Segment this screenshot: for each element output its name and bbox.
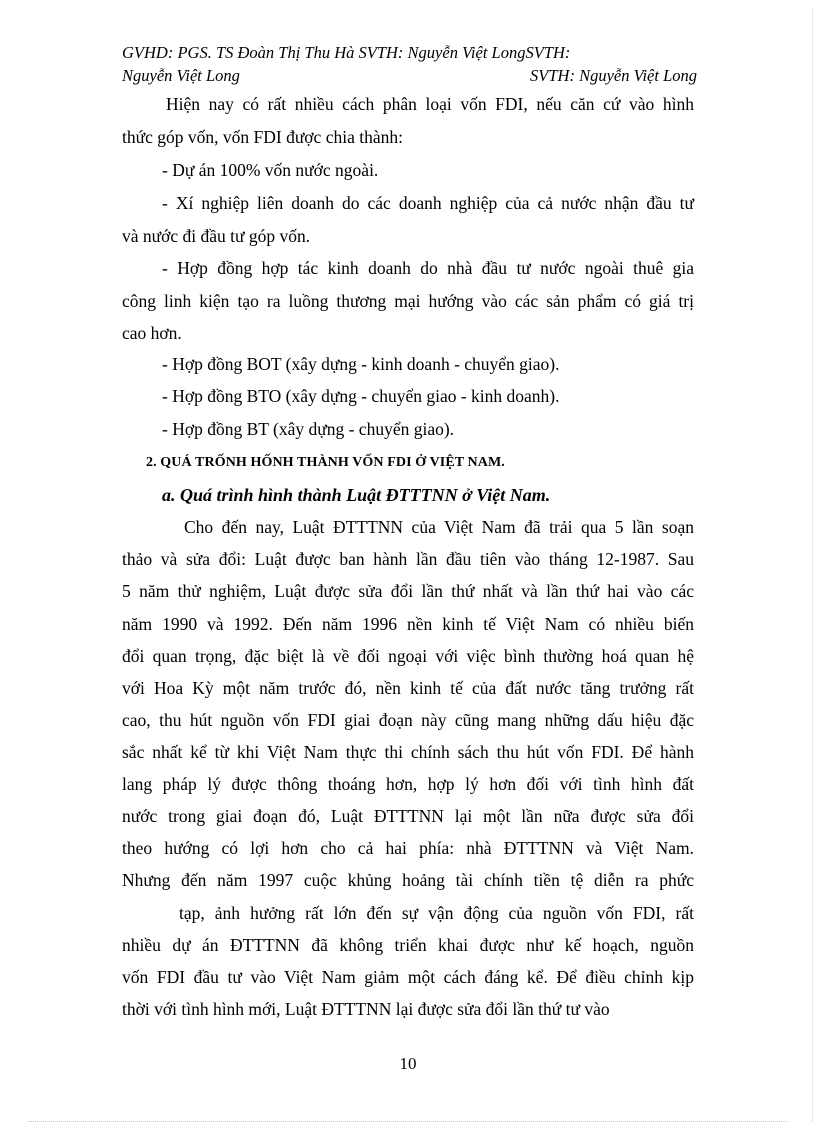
paragraph-line: công linh kiện tạo ra luồng thương mại hướng vào các sản phẩm có giá trị	[122, 291, 694, 311]
subsection-heading: a. Quá trình hình thành Luật ĐTTTNN ở Việt Nam.	[162, 485, 551, 505]
paragraph-line: tạp, ảnh hưởng rất lớn đến sự vận động của nguồn vốn FDI, rất	[179, 903, 694, 923]
paragraph-line: thức góp vốn, vốn FDI được chia thành:	[122, 127, 403, 147]
page-edge-bottom	[28, 1121, 788, 1122]
paragraph-line: lang pháp lý được thông thoáng hơn, hợp lý hơn đối với tình hình đất	[122, 774, 694, 794]
paragraph-line: với Hoa Kỳ một năm trước đó, nền kinh tế của đất nước tăng trưởng rất	[122, 678, 694, 698]
page-number: 10	[399, 1054, 417, 1073]
paragraph-line: vốn FDI đầu tư vào Việt Nam giảm một cách đáng kể. Để điều chỉnh kịp	[122, 967, 694, 987]
paragraph-line: cao, thu hút nguồn vốn FDI giai đoạn này cũng mang những dấu hiệu đặc	[122, 710, 694, 730]
paragraph-line: năm 1990 và 1992. Đến năm 1996 nền kinh tế Việt Nam có nhiều biến	[122, 614, 694, 634]
list-item: - Xí nghiệp liên doanh do các doanh nghiệp của cả nước nhận đầu tư	[162, 193, 694, 213]
paragraph-line: 5 năm thử nghiệm, Luật được sửa đổi lần thứ nhất và lần thứ hai vào các	[122, 581, 694, 601]
list-item: - Hợp đồng hợp tác kinh doanh do nhà đầu tư nước ngoài thuê gia	[162, 258, 694, 278]
list-item: - Hợp đồng BT (xây dựng - chuyển giao).	[162, 419, 455, 439]
paragraph-line: nước trong giai đoạn đó, Luật ĐTTTNN lại một lần nữa được sửa đổi	[122, 806, 694, 826]
paragraph-line: cao hơn.	[122, 323, 182, 343]
paragraph-line: thảo và sửa đổi: Luật được ban hành lần đầu tiên vào tháng 12-1987. Sau	[122, 549, 694, 569]
paragraph-line: sắc nhất kể từ khi Việt Nam thực thi chính sách thu hút vốn FDI. Để hành	[122, 742, 694, 762]
header-line-1: GVHD: PGS. TS Đoàn Thị Thu Hà SVTH: Nguyễn Việt LongSVTH:	[122, 43, 571, 62]
header-author-left: Nguyễn Việt Long	[122, 66, 240, 85]
header-line-2	[122, 65, 697, 87]
paragraph-line: đổi quan trọng, đặc biệt là về đối ngoại với việc bình thường hoá quan hệ	[122, 646, 694, 666]
list-item: - Hợp đồng BTO (xây dựng - chuyển giao - kinh doanh).	[162, 386, 560, 406]
list-item: - Hợp đồng BOT (xây dựng - kinh doanh - chuyển giao).	[162, 354, 560, 374]
paragraph-line: theo hướng có lợi hơn cho cả hai phía: nhà ĐTTTNN và Việt Nam.	[122, 838, 694, 858]
header-author-right: SVTH: Nguyễn Việt Long	[530, 66, 697, 85]
paragraph-line: Hiện nay có rất nhiều cách phân loại vốn FDI, nếu căn cứ vào hình	[166, 94, 694, 114]
paragraph-line: Nhưng đến năm 1997 cuộc khủng hoảng tài chính tiền tệ diễn ra phức	[122, 870, 694, 890]
list-item: - Dự án 100% vốn nước ngoài.	[162, 160, 379, 180]
paragraph-line: Cho đến nay, Luật ĐTTTNN của Việt Nam đã trải qua 5 lần soạn	[184, 517, 694, 537]
page-edge-right	[812, 8, 813, 1121]
paragraph-line: thời với tình hình mới, Luật ĐTTTNN lại được sửa đổi lần thứ tư vào	[122, 999, 610, 1019]
section-heading: 2. QUÁ TRỐNH HỐNH THÀNH VỐN FDI Ở VIỆT NAM.	[146, 455, 505, 470]
paragraph-line: nhiều dự án ĐTTTNN đã không triển khai được như kế hoạch, nguồn	[122, 935, 694, 955]
paragraph-line: và nước đi đầu tư góp vốn.	[122, 226, 311, 246]
